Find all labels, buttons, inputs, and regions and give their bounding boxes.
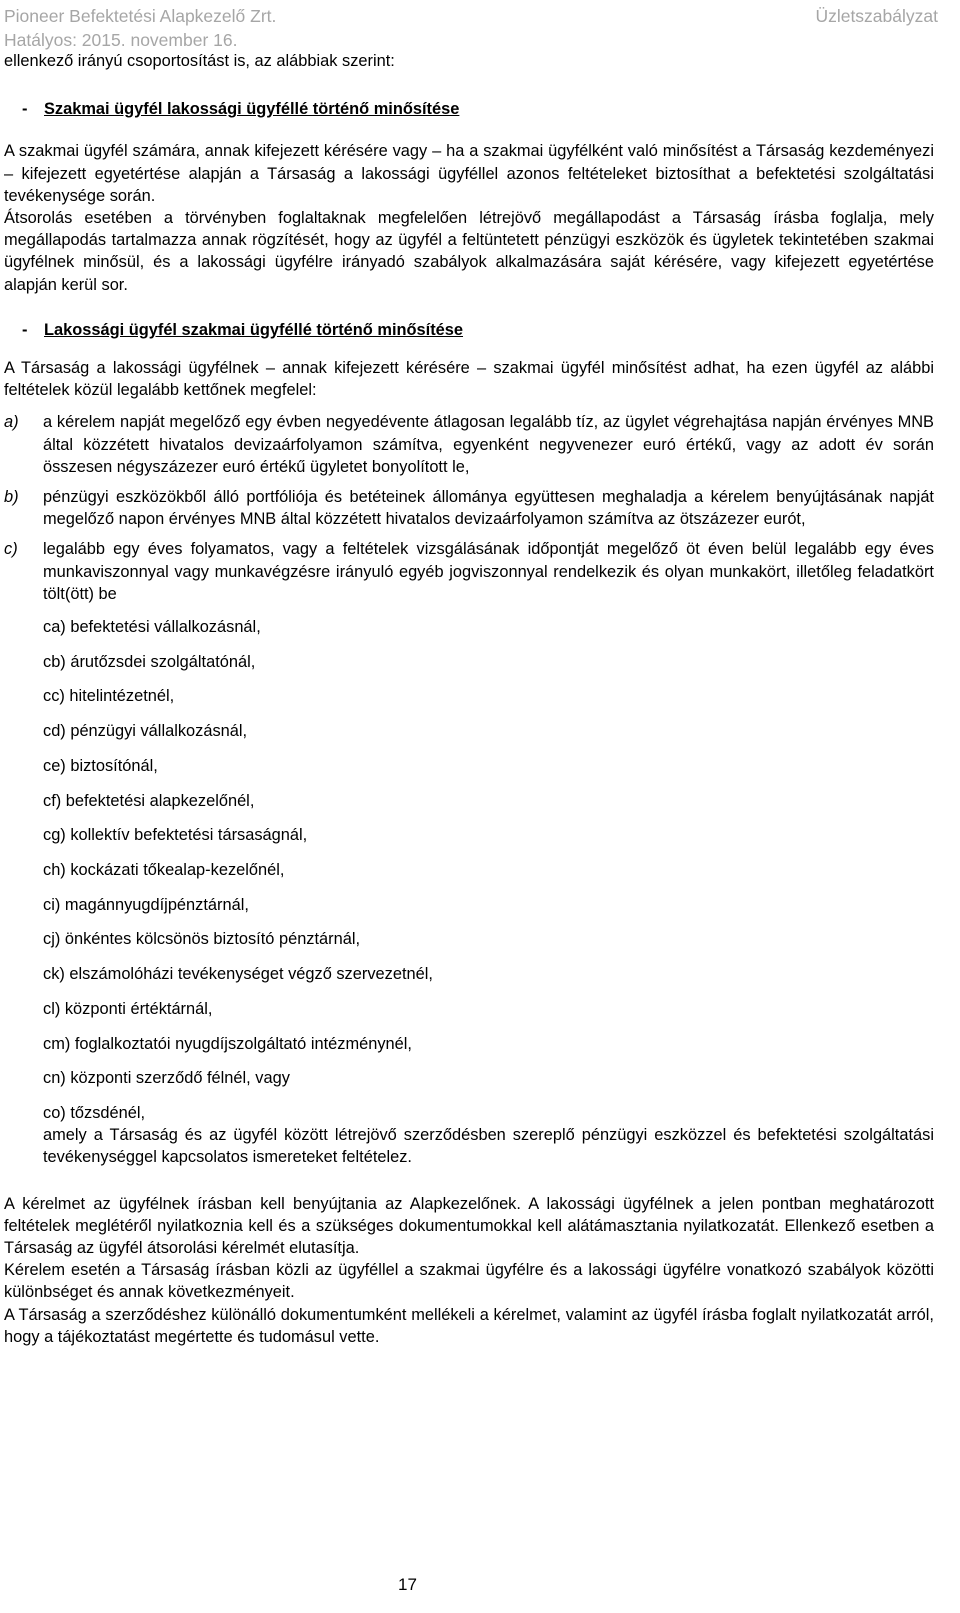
list-marker: b) <box>4 488 19 507</box>
sub-list-item: cl) központi értéktárnál, <box>43 999 213 1018</box>
company-name: Pioneer Befektetési Alapkezelő Zrt. <box>4 6 277 26</box>
section-heading-2 <box>4 319 934 341</box>
sub-list-item: ce) biztosítónál, <box>43 756 158 775</box>
sub-list-item: cj) önkéntes kölcsönös biztosító pénztárnál, <box>43 930 361 949</box>
section2-paragraph-1: A Társaság a lakossági ügyfélnek – annak kifejezett kérésére – szakmai ügyfél minősítést adhat, ha ezen ügyfél az alábbi feltételek közül legalább kettőnek megfelel: <box>4 359 934 400</box>
final-paragraph-1: A kérelmet az ügyfélnek írásban kell benyújtania az Alapkezelőnek. A lakossági ügyfélnek a jelen pontban meghatározott feltételek meglétéről nyilatkoznia kell és a szükséges dokumentumokkal kell alátámasztania nyilatkozatát. Ellenkező esetben a Társaság az ügyfél átsorolási kérelmét elutasítja. <box>4 1194 934 1257</box>
document-body <box>4 50 934 1348</box>
list-item-c <box>4 538 934 605</box>
sub-list-item: cn) központi szerződő félnél, vagy <box>43 1069 290 1088</box>
heading-title: Lakossági ügyfél szakmai ügyféllé történő minősítése <box>44 320 464 339</box>
heading-dash: - <box>22 100 28 119</box>
sub-list-item: cf) befektetési alapkezelőnél, <box>43 791 255 810</box>
intro-line: ellenkező irányú csoportosítást is, az alábbiak szerint: <box>4 52 395 70</box>
list-marker: c) <box>4 540 18 559</box>
list-item-a <box>4 411 934 478</box>
sub-list-item: cc) hitelintézetnél, <box>43 687 175 706</box>
list-item-text: pénzügyi eszközökből álló portfóliója és betéteinek állománya együttesen meghaladja a kérelem benyújtásának napját megelőző napon érvényes MNB által közzétett hivatalos devizaárfolyamon számítva az ötszázezer eurót, <box>43 488 934 529</box>
final-paragraph-3: A Társaság a szerződéshez különálló dokumentumként mellékeli a kérelmet, valamint az ügyfél írásba foglalt nyilatkozatát arról, hogy a tájékoztatást megértette és tudomásul vette. <box>4 1305 934 1346</box>
sub-list-item: ch) kockázati tőkealap-kezelőnél, <box>43 860 285 879</box>
list-item-b <box>4 486 934 530</box>
sub-list-item: cm) foglalkoztatói nyugdíjszolgáltató intézménynél, <box>43 1034 412 1053</box>
section1-paragraph-1: A szakmai ügyfél számára, annak kifejezett kérésére vagy – ha a szakmai ügyfélként való minősítést a Társaság kezdeményezi – kifejezett egyetértése alapján a Társaság a lakossági ügyféllel azonos feltételeket biztosíthat a befektetési szolgáltatási tevékenysége során. <box>4 142 934 205</box>
document-title: Üzletszabályzat <box>815 6 938 26</box>
sub-list-item: cg) kollektív befektetési társaságnál, <box>43 826 308 845</box>
sub-list-item: ck) elszámolóházi tevékenységet végző szervezetnél, <box>43 965 433 984</box>
list-item-text: a kérelem napját megelőző egy évben negyedévente átlagosan legalább tíz, az ügylet végrehajtása napján érvényes MNB által közzétett hivatalos devizaárfolyamon számítva, egyenként negyvenezer euró értékű, vagy az adott év során összesen négyszázezer euró értékű ügyletet bonyolított le, <box>43 413 934 476</box>
heading-dash: - <box>22 320 28 339</box>
effective-date: Hatályos: 2015. november 16. <box>4 30 238 50</box>
sub-list-closing: amely a Társaság és az ügyfél között létrejövő szerződésben szereplő pénzügyi eszközzel és befektetési szolgáltatási tevékenységgel kapcsolatos ismereteket feltételez. <box>43 1126 934 1167</box>
section-heading-1 <box>4 98 934 120</box>
final-paragraph-2: Kérelem esetén a Társaság írásban közli az ügyféllel a szakmai ügyfélre és a lakossági ügyfélre vonatkozó szabályok közötti különbséget és annak következményeit. <box>4 1261 934 1302</box>
sub-list <box>4 616 934 1168</box>
section1-paragraph-2: Átsorolás esetében a törvényben foglaltaknak megfelelően létrejövő megállapodást a Társaság írásba foglalja, mely megállapodás tartalmazza annak rögzítését, hogy az ügyfél a feltüntetett pénzügyi eszközök és ügyletek tekintetében szakmai ügyfélnek minősül, és a lakossági ügyfélre irányadó szabályok alkalmazására saját kérésére, vagy kifejezett egyetértése alapján kerül sor. <box>4 209 934 294</box>
sub-list-item: co) tőzsdénél, <box>43 1103 146 1122</box>
sub-list-item: ca) befektetési vállalkozásnál, <box>43 618 261 637</box>
list-item-text: legalább egy éves folyamatos, vagy a feltételek vizsgálásának időpontját megelőző öt éven belül legalább egy éves munkaviszonnyal vagy munkavégzésre irányuló egyéb jogviszonnyal rendelkezik és olyan munkakört, illetőleg feladatkört tölt(ött) be <box>43 540 934 603</box>
heading-title: Szakmai ügyfél lakossági ügyféllé történő minősítése <box>44 100 460 119</box>
sub-list-item: cd) pénzügyi vállalkozásnál, <box>43 722 248 741</box>
sub-list-item: ci) magánnyugdíjpénztárnál, <box>43 895 249 914</box>
sub-list-item: cb) árutőzsdei szolgáltatónál, <box>43 652 256 671</box>
list-marker: a) <box>4 413 19 432</box>
page-number: 17 <box>398 1575 417 1594</box>
